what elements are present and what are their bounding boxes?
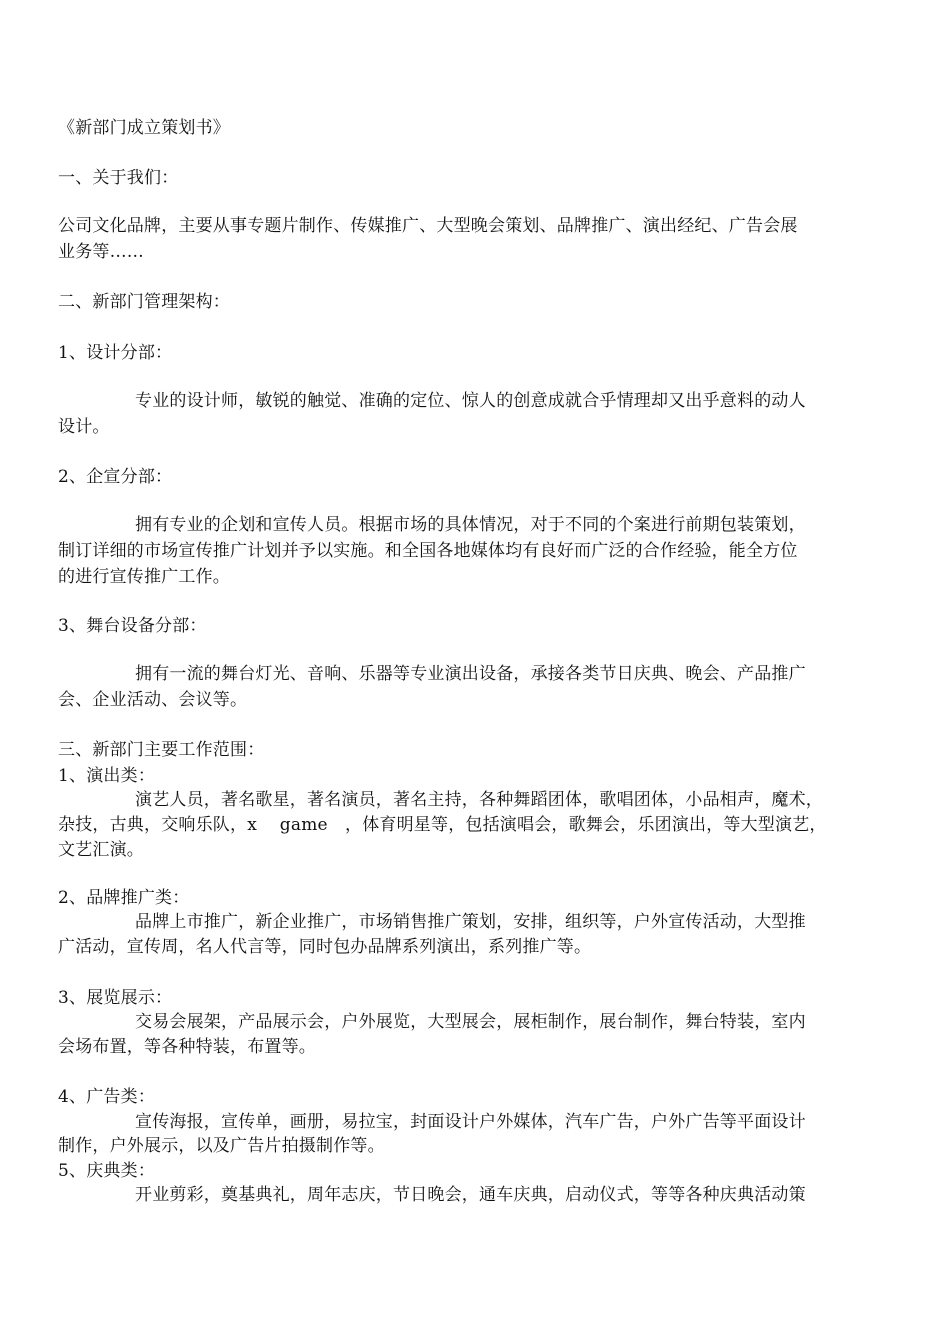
paragraph-line: 的进行宣传推广工作。 [58,567,230,587]
paragraph-line: 公司文化品牌，主要从事专题片制作、传媒推广、大型晚会策划、品牌推广、演出经纪、广告会展 [58,216,798,236]
subsection-heading-performance: 1、演出类： [58,766,156,786]
paragraph-line: 拥有专业的企划和宣传人员。根据市场的具体情况，对于不同的个案进行前期包装策划， [135,515,806,535]
subsection-heading-celebration: 5、庆典类： [58,1161,156,1181]
paragraph-line: 会场布置，等各种特装，布置等。 [58,1037,316,1057]
paragraph-line: 文艺汇演。 [58,840,144,860]
paragraph-line: 杂技，古典，交响乐队，x game ，体育明星等，包括演唱会，歌舞会，乐团演出，等大型演艺， [58,815,827,835]
subsection-heading-stage: 3、舞台设备分部： [58,616,207,636]
paragraph-line: 会、企业活动、会议等。 [58,690,248,710]
paragraph-line: 交易会展架，产品展示会，户外展览，大型展会，展柜制作，展台制作，舞台特装，室内 [135,1012,806,1032]
paragraph-line: 拥有一流的舞台灯光、音响、乐器等专业演出设备，承接各类节日庆典、晚会、产品推广 [135,664,806,684]
subsection-heading-exhibition: 3、展览展示： [58,988,173,1008]
subsection-heading-promotion: 2、企宣分部： [58,467,173,487]
section-heading-scope: 三、新部门主要工作范围： [58,740,265,760]
paragraph-line: 广活动，宣传周，名人代言等，同时包办品牌系列演出，系列推广等。 [58,937,592,957]
subsection-heading-brand: 2、品牌推广类： [58,888,190,908]
paragraph-line: 专业的设计师，敏锐的触觉、准确的定位、惊人的创意成就合乎情理却又出乎意料的动人 [135,391,806,411]
section-heading-about: 一、关于我们： [58,168,179,188]
subsection-heading-advertising: 4、广告类： [58,1087,156,1107]
paragraph-line: 开业剪彩，奠基典礼，周年志庆，节日晚会，通车庆典，启动仪式，等等各种庆典活动策 [135,1185,806,1205]
paragraph-line: 业务等…… [58,242,144,262]
subsection-heading-design: 1、设计分部： [58,343,173,363]
paragraph-line: 制作，户外展示，以及广告片拍摄制作等。 [58,1136,385,1156]
paragraph-line: 制订详细的市场宣传推广计划并予以实施。和全国各地媒体均有良好而广泛的合作经验，能全方位 [58,541,798,561]
paragraph-line: 设计。 [58,417,110,437]
paragraph-line: 演艺人员，著名歌星，著名演员，著名主持，各种舞蹈团体，歌唱团体，小品相声，魔术， [135,790,823,810]
paragraph-line: 品牌上市推广，新企业推广，市场销售推广策划，安排，组织等，户外宣传活动，大型推 [135,912,806,932]
document-title: 《新部门成立策划书》 [58,118,230,138]
paragraph-line: 宣传海报，宣传单，画册，易拉宝，封面设计户外媒体，汽车广告，户外广告等平面设计 [135,1112,806,1132]
section-heading-structure: 二、新部门管理架构： [58,292,230,312]
